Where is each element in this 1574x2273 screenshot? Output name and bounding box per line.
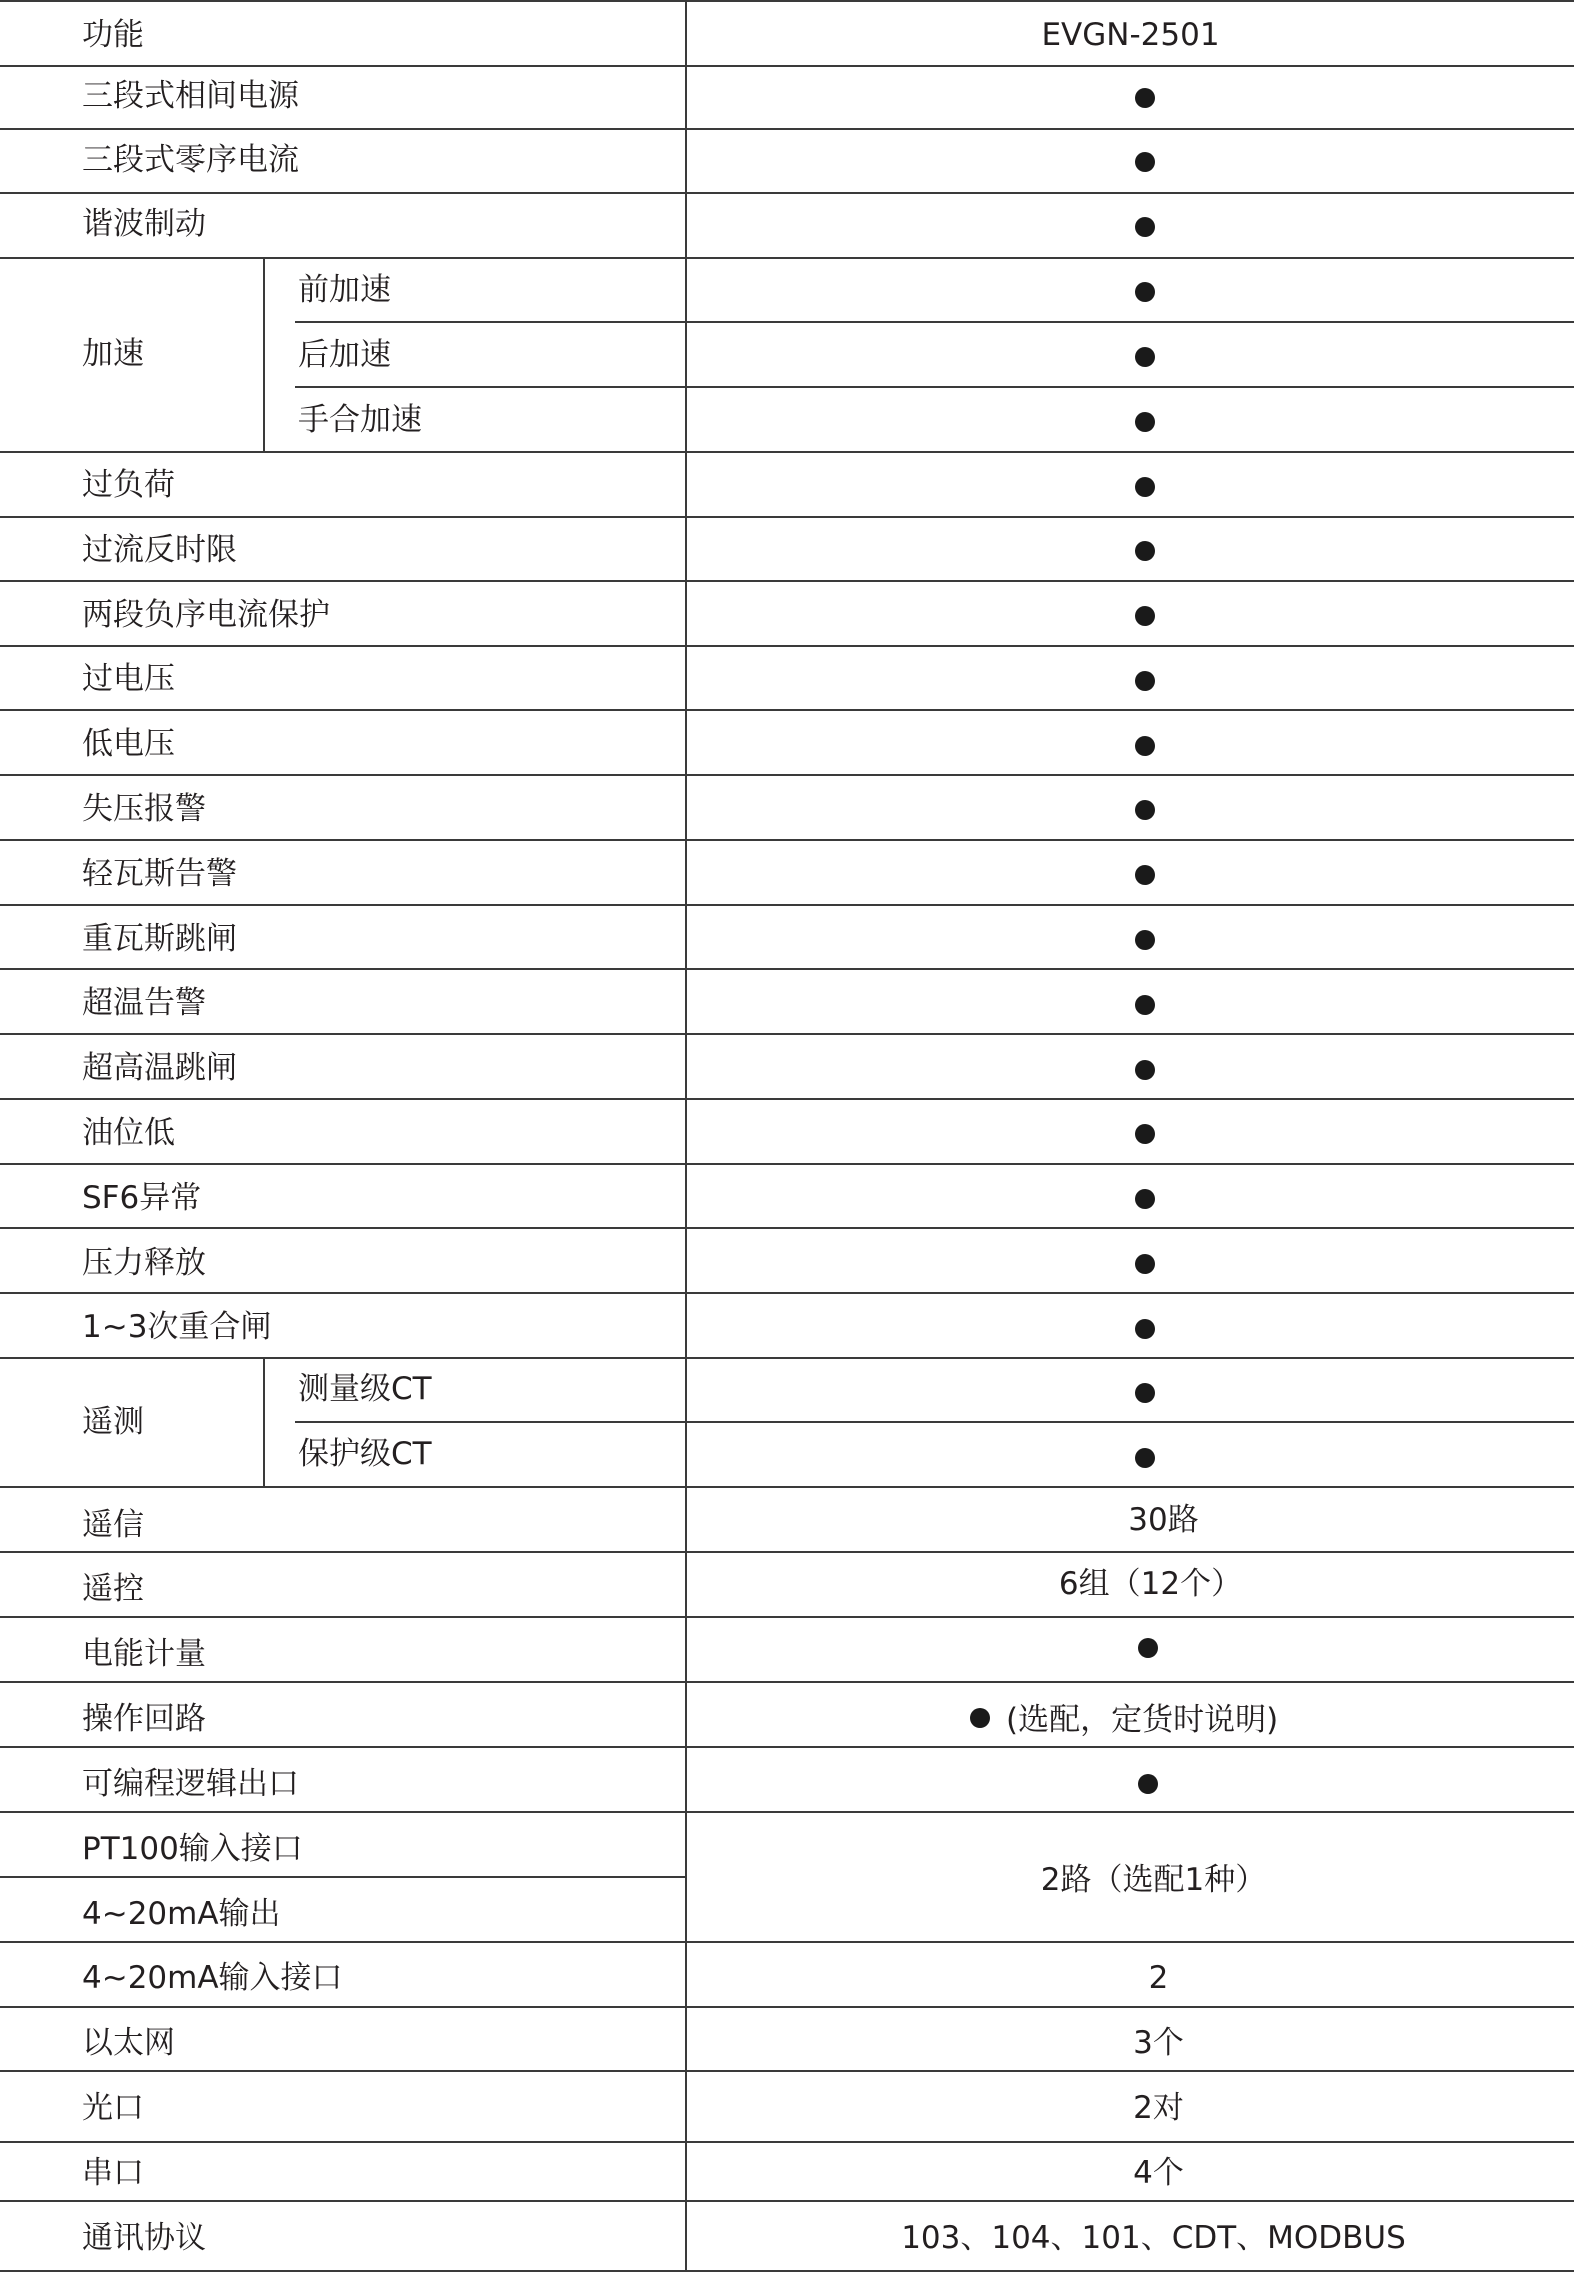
feature-label: 超高温跳闸 [82, 1050, 237, 1086]
pt100-group-value: 2路（选配1种） [1040, 1862, 1267, 1898]
row-line [0, 2200, 1574, 2202]
row-line [0, 1098, 1574, 1100]
row-line [295, 1421, 1574, 1423]
optical-value: 2对 [1133, 2090, 1184, 2126]
row-line [0, 1941, 1574, 1943]
feature-label: 通讯协议 [82, 2220, 206, 2256]
feature-label: 遥控 [82, 1571, 144, 1607]
row-line [0, 65, 1574, 67]
supported-dot [1135, 865, 1155, 885]
feature-label: 4~20mA输入接口 [82, 1960, 343, 1996]
row-line [0, 1292, 1574, 1294]
row-line [0, 2141, 1574, 2143]
feature-label: SF6异常 [82, 1180, 202, 1216]
row-line [0, 1227, 1574, 1229]
row-line [0, 1486, 1574, 1488]
feature-label: 可编程逻辑出口 [82, 1766, 299, 1802]
row-line [0, 0, 1574, 2]
row-line [0, 1811, 1574, 1813]
row-line [0, 645, 1574, 647]
protocol-value: 103、104、101、CDT、MODBUS [901, 2220, 1406, 2256]
feature-sub-label: 后加速 [298, 337, 391, 373]
row-line [0, 1163, 1574, 1165]
row-line [0, 128, 1574, 130]
feature-label: 三段式相间电源 [82, 78, 299, 114]
supported-dot [1135, 477, 1155, 497]
remote-signal-value: 30路 [1128, 1502, 1199, 1538]
row-line [0, 257, 1574, 259]
row-line [0, 1033, 1574, 1035]
row-line [0, 1876, 686, 1878]
row-line [0, 2270, 1574, 2272]
supported-dot [1135, 1383, 1155, 1403]
row-line [0, 1681, 1574, 1683]
feature-label: 电能计量 [82, 1636, 206, 1672]
feature-group-label: 加速 [82, 336, 144, 372]
feature-label: 遥信 [82, 1507, 144, 1543]
supported-dot [1135, 412, 1155, 432]
row-line [0, 839, 1574, 841]
row-line [0, 580, 1574, 582]
feature-label: 1~3次重合闸 [82, 1309, 272, 1345]
row-line [0, 192, 1574, 194]
row-line [0, 968, 1574, 970]
column-divider [685, 0, 687, 2271]
supported-dot [1135, 1124, 1155, 1144]
sub-column-divider [263, 257, 265, 452]
supported-dot [1135, 541, 1155, 561]
supported-dot [1135, 606, 1155, 626]
feature-label: 压力释放 [82, 1245, 206, 1281]
row-line [0, 904, 1574, 906]
supported-dot [1135, 1060, 1155, 1080]
remote-control-value: 6组（12个） [1058, 1566, 1243, 1602]
supported-dot [1135, 995, 1155, 1015]
row-line [295, 386, 1574, 388]
serial-value: 4个 [1133, 2155, 1184, 2191]
sub-column-divider [263, 1357, 265, 1487]
row-line [0, 516, 1574, 518]
row-line [0, 2070, 1574, 2072]
supported-dot [970, 1708, 990, 1728]
supported-dot [1138, 1774, 1158, 1794]
supported-dot [1135, 347, 1155, 367]
supported-dot [1135, 800, 1155, 820]
row-line [0, 1551, 1574, 1553]
feature-label: 轻瓦斯告警 [82, 856, 237, 892]
supported-dot [1135, 217, 1155, 237]
row-line [0, 774, 1574, 776]
feature-group-label: 遥测 [82, 1404, 144, 1440]
supported-dot [1135, 282, 1155, 302]
row-line [0, 709, 1574, 711]
feature-label: 重瓦斯跳闸 [82, 921, 237, 957]
feature-label: 串口 [82, 2155, 144, 2191]
row-line [0, 1357, 1574, 1359]
supported-dot [1135, 1319, 1155, 1339]
feature-label: 以太网 [82, 2025, 175, 2061]
supported-dot [1135, 152, 1155, 172]
feature-label: 4~20mA输出 [82, 1896, 281, 1932]
feature-label: 两段负序电流保护 [82, 597, 330, 633]
supported-dot [1135, 1254, 1155, 1274]
row-line [295, 321, 1574, 323]
row-line [0, 1746, 1574, 1748]
supported-dot [1135, 88, 1155, 108]
feature-label: 谐波制动 [82, 206, 206, 242]
feature-label: 过负荷 [82, 467, 175, 503]
feature-sub-label: 前加速 [298, 272, 391, 308]
ethernet-value: 3个 [1133, 2025, 1184, 2061]
feature-label: 光口 [82, 2090, 144, 2126]
supported-dot [1135, 1189, 1155, 1209]
feature-sub-label: 测量级CT [298, 1371, 432, 1407]
row-line [0, 1616, 1574, 1618]
feature-label: 超温告警 [82, 985, 206, 1021]
feature-sub-label: 保护级CT [298, 1436, 432, 1472]
feature-label: 油位低 [82, 1115, 175, 1151]
feature-label: 过流反时限 [82, 532, 237, 568]
input-4-20-value: 2 [1148, 1960, 1169, 1996]
feature-label: 过电压 [82, 661, 175, 697]
supported-dot [1135, 1448, 1155, 1468]
header-feature: 功能 [82, 17, 144, 53]
row-line [0, 2006, 1574, 2008]
feature-sub-label: 手合加速 [298, 402, 422, 438]
operation-circuit-value: (选配，定货时说明) [1006, 1702, 1279, 1738]
header-model: EVGN-2501 [1041, 17, 1220, 53]
feature-label: PT100输入接口 [82, 1831, 303, 1867]
row-line [0, 451, 1574, 453]
supported-dot [1138, 1638, 1158, 1658]
feature-label: 三段式零序电流 [82, 142, 299, 178]
feature-label: 低电压 [82, 726, 175, 762]
feature-label: 失压报警 [82, 791, 206, 827]
supported-dot [1135, 736, 1155, 756]
supported-dot [1135, 930, 1155, 950]
feature-label: 操作回路 [82, 1701, 206, 1737]
supported-dot [1135, 671, 1155, 691]
